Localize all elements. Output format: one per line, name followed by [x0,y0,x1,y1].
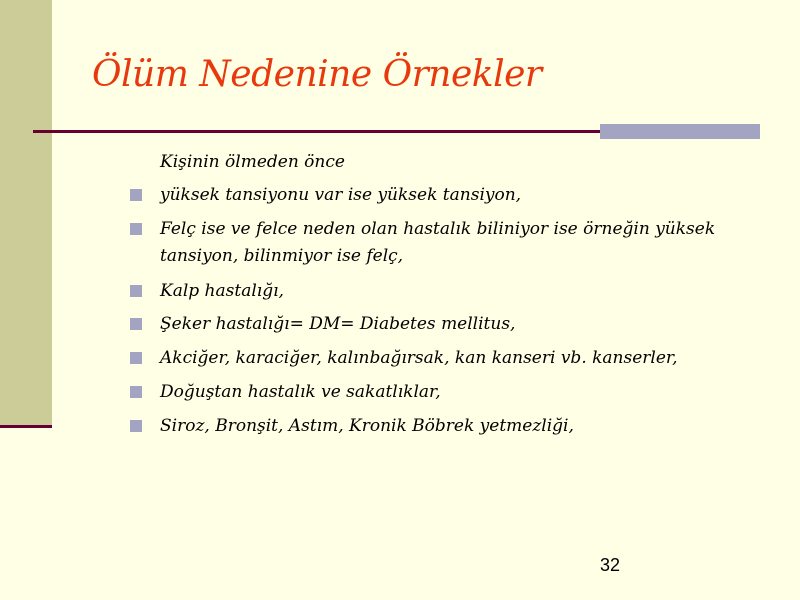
bullet-icon [130,352,142,364]
bullet-icon [130,189,142,201]
bullet-icon [130,318,142,330]
list-item: yüksek tansiyonu var ise yüksek tansiyon, [160,185,522,205]
bullet-icon [130,386,142,398]
left-decorative-bar [0,0,52,425]
page-number: 32 [600,555,621,575]
bullet-icon [130,420,142,432]
bullet-icon [130,223,142,235]
bullet-icon [130,285,142,297]
list-item: Siroz, Bronşit, Astım, Kronik Böbrek yetmezliği, [160,416,574,436]
list-item: Felç ise ve felce neden olan hastalık biliniyor ise örneğin yüksek [160,219,716,239]
intro-text: Kişinin ölmeden önce [160,152,345,172]
list-item: Doğuştan hastalık ve sakatlıklar, [160,382,441,402]
list-item: Şeker hastalığı= DM= Diabetes mellitus, [160,314,516,334]
title-accent-block [600,124,760,139]
slide-title: Ölüm Nedenine Örnekler [92,54,542,95]
title-divider [33,130,600,133]
list-item: Akciğer, karaciğer, kalınbağırsak, kan kanseri vb. kanserler, [160,348,678,368]
list-item: Kalp hastalığı, [160,281,284,301]
left-bar-rule [0,425,52,428]
list-item-continuation: tansiyon, bilinmiyor ise felç, [160,246,404,266]
